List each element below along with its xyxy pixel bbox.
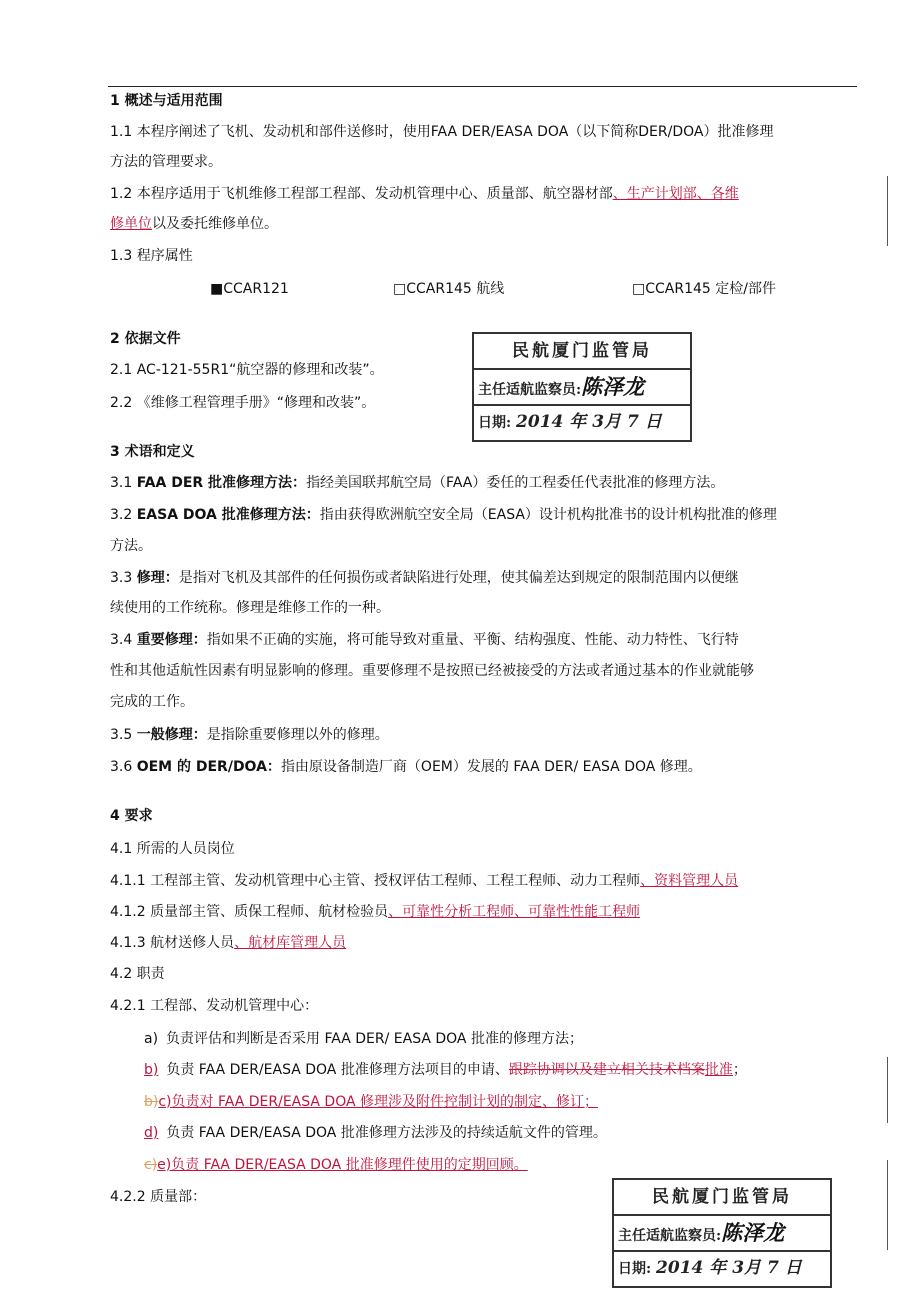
- para-3-5: 3.5 一般修理：是指除重要修理以外的修理。: [110, 727, 389, 743]
- deleted-text: c): [144, 1157, 158, 1173]
- para-2-1: 2.1 AC-121-55R1“航空器的修理和改装”。: [110, 362, 384, 378]
- para-4-2: 4.2 职责: [110, 966, 165, 982]
- para-1-1: 1.1 本程序阐述了飞机、发动机和部件送修时，使用FAA DER/EASA DOA（以下简称DER/DOA）批准修理: [110, 124, 774, 140]
- header-rule: [108, 86, 857, 87]
- para-4-1-1: 4.1.1 工程部主管、发动机管理中心主管、授权评估工程师、工程工程师、动力工程师、资料管理人员: [110, 873, 739, 889]
- list-item-a: a) 负责评估和判断是否采用 FAA DER/ EASA DOA 批准的修理方法；: [144, 1031, 583, 1047]
- inserted-text: 批准: [704, 1062, 733, 1078]
- checkbox-ccar145-check: □CCAR145 定检/部件: [632, 281, 776, 297]
- checkbox-ccar145-line: □CCAR145 航线: [393, 281, 505, 297]
- para-4-1-3: 4.1.3 航材送修人员、航材库管理人员: [110, 935, 347, 951]
- checkbox-ccar121: ■CCAR121: [210, 281, 289, 297]
- revision-bar: [887, 1057, 888, 1123]
- para-3-4-cont2: 完成的工作。: [110, 694, 194, 710]
- para-4-1: 4.1 所需的人员岗位: [110, 841, 235, 857]
- para-1-3: 1.3 程序属性: [110, 248, 193, 264]
- signature: 陈泽龙: [581, 374, 645, 399]
- para-3-4: 3.4 重要修理：指如果不正确的实施，将可能导致对重量、平衡、结构强度、性能、动力特性、飞行特: [110, 632, 739, 648]
- list-item-e: c)e)负责 FAA DER/EASA DOA 批准修理件使用的定期回顾。: [144, 1157, 528, 1173]
- inserted-text: 、可靠性分析工程师、可靠性性能工程师: [388, 904, 641, 920]
- para-4-2-1: 4.2.1 工程部、发动机管理中心：: [110, 998, 319, 1014]
- approval-stamp: 民航厦门监管局 主任适航监察员:陈泽龙 日期: 2014 年 3月 7 日: [612, 1178, 832, 1288]
- para-1-1-cont: 方法的管理要求。: [110, 154, 222, 170]
- inserted-text: 修单位: [110, 216, 152, 232]
- list-item-b: b) 负责 FAA DER/EASA DOA 批准修理方法项目的申请、跟踪协调以及建立相关技术档案批准；: [144, 1062, 747, 1078]
- para-4-1-2: 4.1.2 质量部主管、质保工程师、航材检验员、可靠性分析工程师、可靠性性能工程师: [110, 904, 641, 920]
- approval-stamp: 民航厦门监管局 主任适航监察员:陈泽龙 日期: 2014 年 3月 7 日: [472, 332, 692, 442]
- section-3-title: 3 术语和定义: [110, 444, 195, 460]
- para-2-2: 2.2 《维修工程管理手册》“修理和改装”。: [110, 395, 376, 411]
- para-3-6: 3.6 OEM 的 DER/DOA：指由原设备制造厂商（OEM）发展的 FAA DER/ EASA DOA 修理。: [110, 759, 702, 775]
- inserted-text: 负责对 FAA DER/EASA DOA 修理涉及附件控制计划的制定、修订；: [171, 1094, 598, 1110]
- para-4-2-2: 4.2.2 质量部：: [110, 1189, 207, 1205]
- inserted-text: 、资料管理人员: [640, 873, 739, 889]
- revision-bar: [887, 1160, 888, 1250]
- para-3-3-cont: 续使用的工作统称。修理是维修工作的一种。: [110, 600, 390, 616]
- para-3-2-cont: 方法。: [110, 538, 152, 554]
- signature: 陈泽龙: [721, 1220, 785, 1245]
- para-3-2: 3.2 EASA DOA 批准修理方法：指由获得欧洲航空安全局（EASA）设计机构批准书的设计机构批准的修理: [110, 507, 777, 523]
- inserted-text: 负责 FAA DER/EASA DOA 批准修理件使用的定期回顾。: [171, 1157, 528, 1173]
- inserted-text: 、航材库管理人员: [234, 935, 347, 951]
- section-2-title: 2 依据文件: [110, 331, 181, 347]
- deleted-text: 跟踪协调以及建立相关技术档案: [508, 1062, 705, 1078]
- para-1-2-cont: 修单位以及委托维修单位。: [110, 216, 278, 232]
- inserted-text: 、生产计划部、各维: [612, 186, 739, 202]
- section-1-title: 1 概述与适用范围: [110, 93, 223, 109]
- deleted-text: b): [144, 1094, 159, 1110]
- stamp-date: 2014 年 3月 7 日: [516, 412, 662, 432]
- para-3-3: 3.3 修理：是指对飞机及其部件的任何损伤或者缺陷进行处理，使其偏差达到规定的限制范围内以便继: [110, 570, 739, 586]
- para-3-4-cont: 性和其他适航性因素有明显影响的修理。重要修理不是按照已经被接受的方法或者通过基本的作业就能够: [110, 663, 754, 679]
- list-item-d: d) 负责 FAA DER/EASA DOA 批准修理方法涉及的持续适航文件的管理。: [144, 1125, 607, 1141]
- para-1-2: 1.2 本程序适用于飞机维修工程部工程部、发动机管理中心、质量部、航空器材部、生产计划部、各维: [110, 186, 739, 202]
- para-3-1: 3.1 FAA DER 批准修理方法：指经美国联邦航空局（FAA）委任的工程委任代表批准的修理方法。: [110, 475, 725, 491]
- section-4-title: 4 要求: [110, 808, 153, 824]
- list-item-c: b)c)负责对 FAA DER/EASA DOA 修理涉及附件控制计划的制定、修订；: [144, 1094, 598, 1110]
- stamp-date: 2014 年 3月 7 日: [656, 1258, 802, 1278]
- revision-bar: [887, 176, 888, 246]
